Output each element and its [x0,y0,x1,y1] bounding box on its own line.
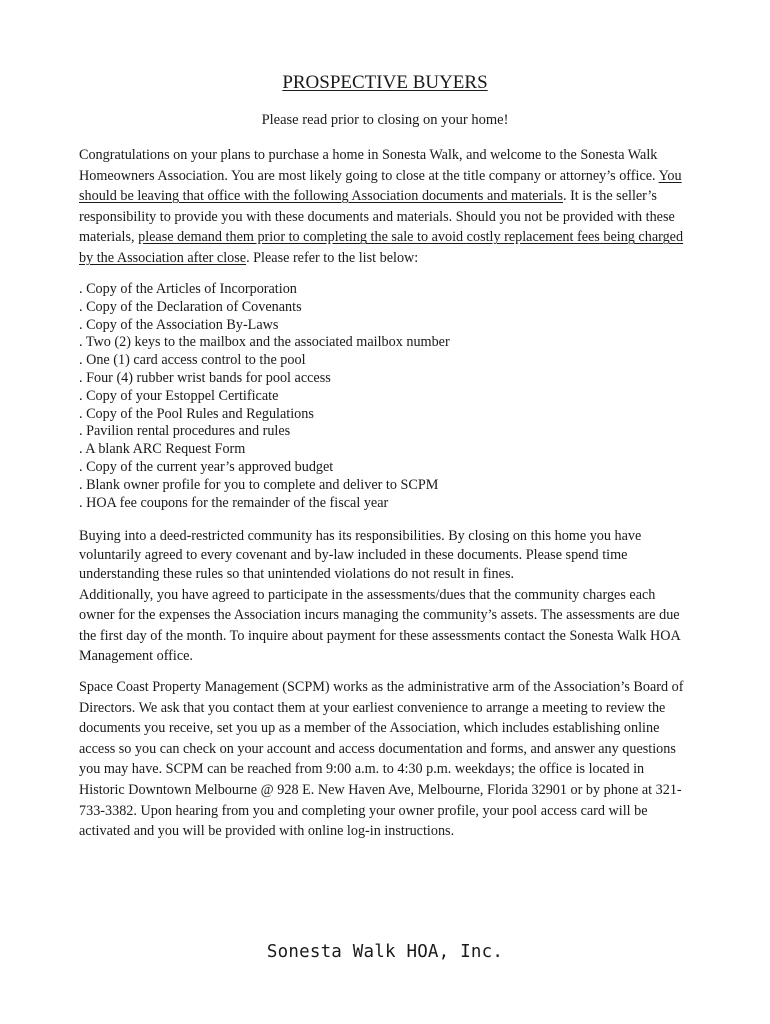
list-item: . Copy of the Association By-Laws [79,316,279,333]
list-item: . Copy of the Pool Rules and Regulations [79,405,314,422]
document-title: PROSPECTIVE BUYERS [282,72,488,93]
list-item: . Copy of your Estoppel Certificate [79,387,279,404]
list-item: . Copy of the current year’s approved budget [79,458,334,475]
list-item: . Pavilion rental procedures and rules [79,423,291,440]
intro-underlined-2: please demand them prior to completing the sale to avoid costly replacement fees being charged by the Association after close [79,229,684,266]
list-item: . Copy of the Declaration of Covenants [79,298,302,315]
management-paragraph: Space Coast Property Management (SCPM) works as the administrative arm of the Association’s Board of Directors. We ask that you contact them at your earliest convenience to arrange a meeting to review the documents you receive, set you up as a member of the Association, which includes establishing online access so you can check on your account and access documentation and forms, and answer any questions you may have. SCPM can be reached from 9:00 a.m. to 4:30 p.m. weekdays; the office is located in Historic Downtown Melbourne @ 928 E. New Haven Ave, Melbourne, Florida 32901 or by phone at 321-733-3382. Upon hearing from you and completing your owner profile, your pool access card will be activated and you will be provided with online log-in instructions. [79,679,684,840]
document-footer: Sonesta Walk HOA, Inc. [266,942,504,962]
document-checklist [79,281,693,512]
responsibilities-paragraph: Buying into a deed-restricted community has its responsibilities. By closing on this home you have voluntarily agreed to every covenant and by-law included in these documents. Please spend time understanding these rules so that unintended violations do not result in fines. [79,528,642,583]
list-item: . Four (4) rubber wrist bands for pool access [79,369,331,386]
responsibilities-section [79,527,693,667]
list-item: . A blank ARC Request Form [79,441,246,458]
intro-paragraph [79,145,693,269]
intro-text-2: . It is the seller’s responsibility to provide you with these documents and materials. Should you not be provided with these materials, [79,188,675,246]
intro-text-1: Congratulations on your plans to purchase a home in Sonesta Walk, and welcome to the Sonesta Walk Homeowners Association. You are most likely going to close at the title company or attorney’s office. [79,147,659,184]
intro-underlined-1: You should be leaving that office with the following Association documents and materials [79,167,682,205]
list-item: . Two (2) keys to the mailbox and the associated mailbox number [79,334,450,351]
list-item: . Blank owner profile for you to complete and deliver to SCPM [79,476,439,493]
assessments-paragraph: Additionally, you have agreed to participate in the assessments/dues that the community charges each owner for the expenses the Association incurs managing the community’s assets. The assessments are due the first day of the month. To inquire about payment for these assessments contact the Sonesta Walk HOA Management office. [79,586,680,665]
list-item: . One (1) card access control to the pool [79,352,306,369]
intro-text-3: . Please refer to the list below: [246,249,419,266]
document-subtitle: Please read prior to closing on your home! [261,112,509,128]
list-item: . HOA fee coupons for the remainder of the fiscal year [79,494,389,511]
list-item: . Copy of the Articles of Incorporation [79,281,297,297]
